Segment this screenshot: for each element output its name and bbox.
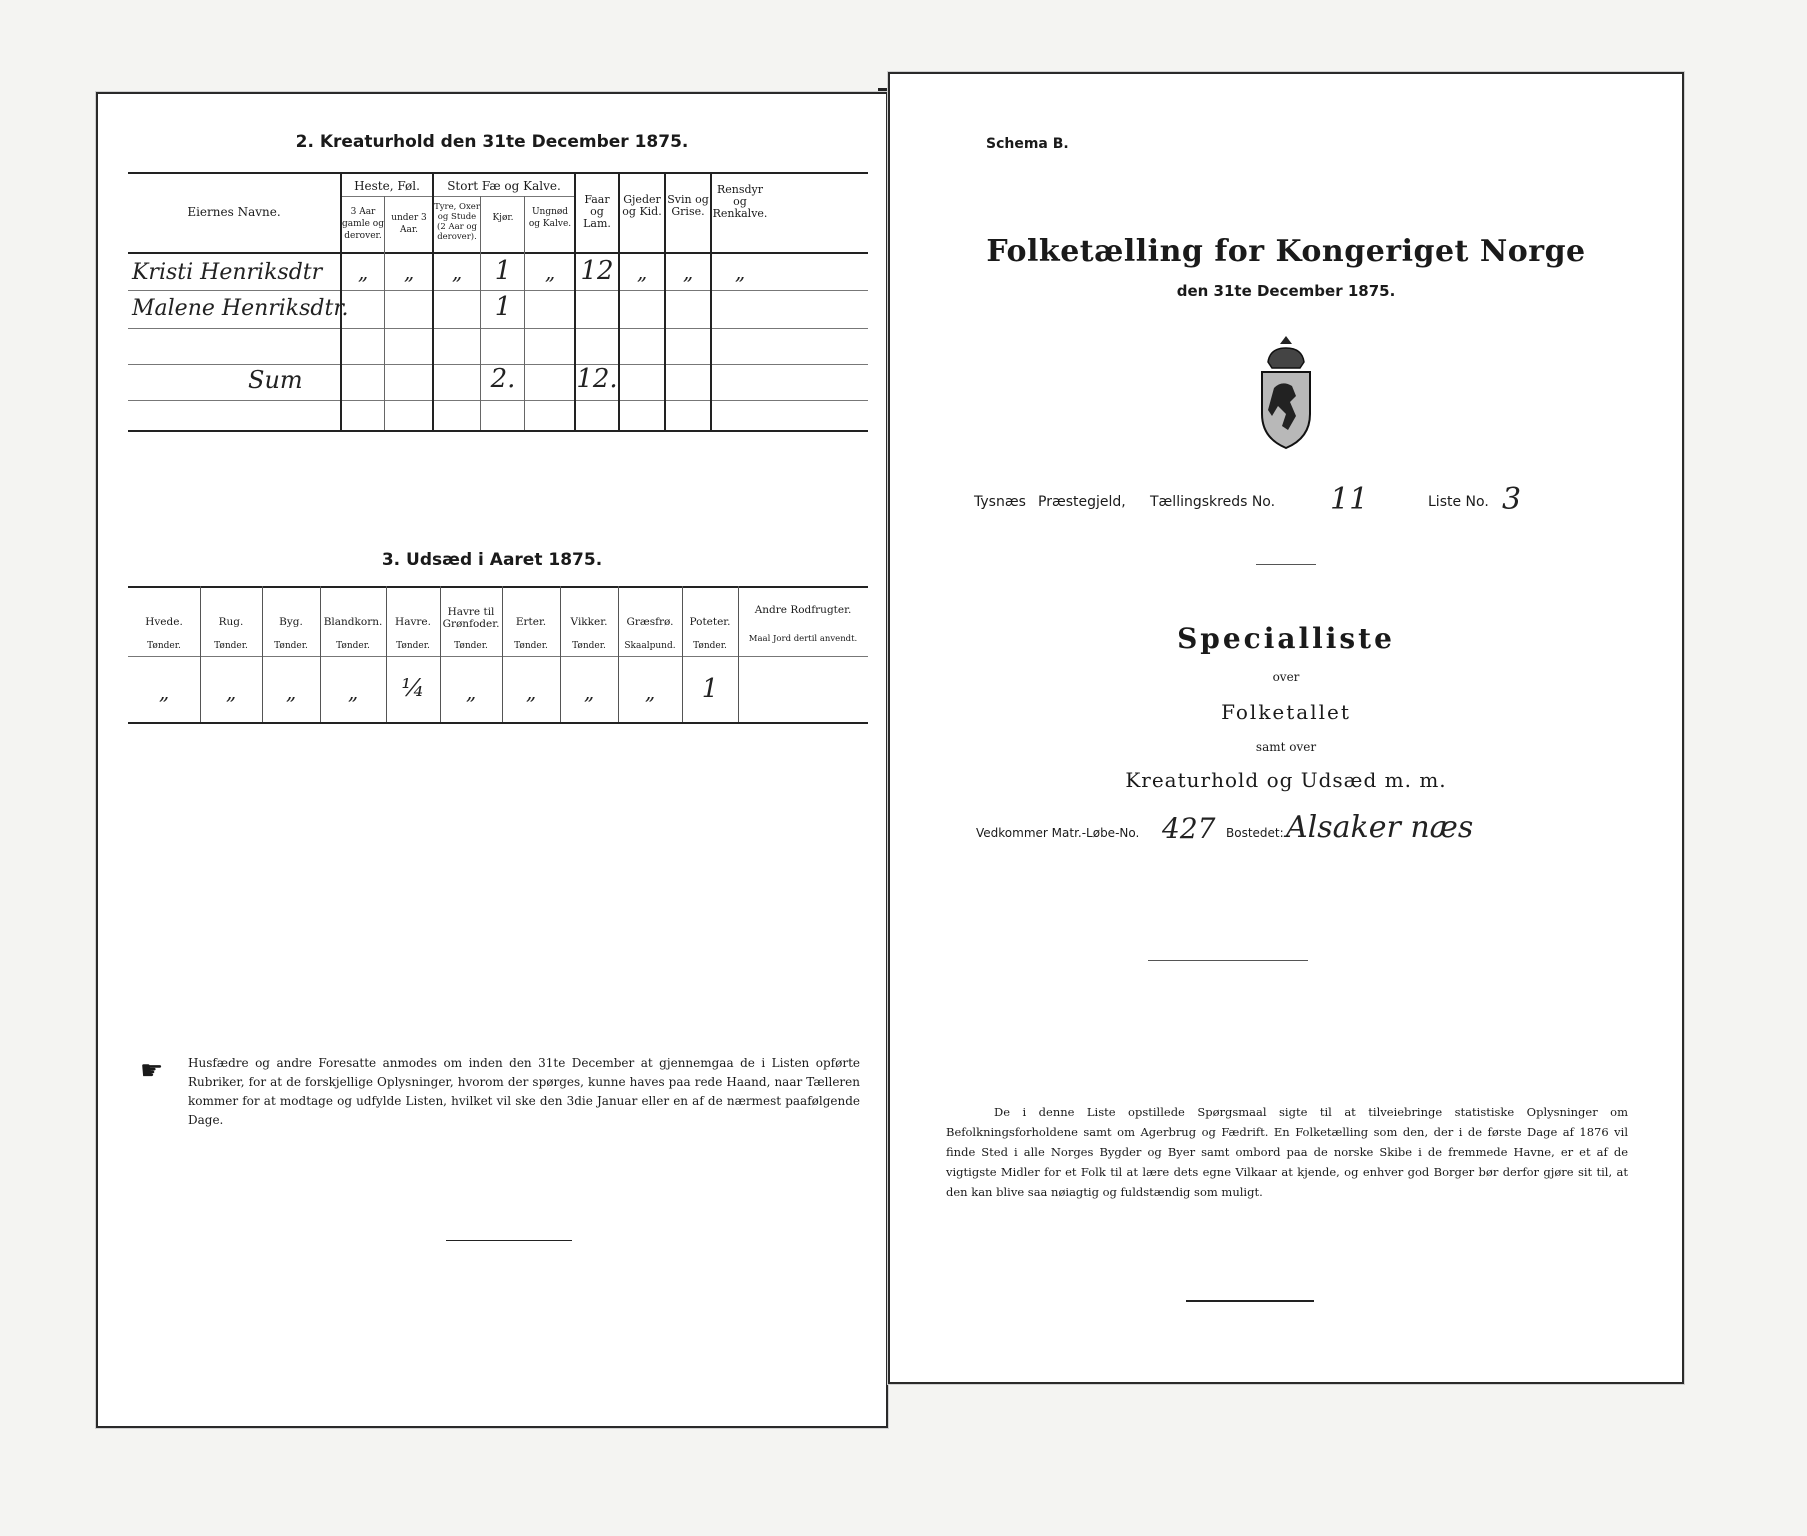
kreatur-text: Kreaturhold og Udsæd m. m. <box>1125 768 1447 792</box>
heste-header: Heste, Føl. <box>354 179 420 193</box>
main-title: Folketælling for Kongeriget Norge <box>986 234 1586 269</box>
seed-unit: Tønder. <box>514 641 548 651</box>
pointing-hand-icon: ☛ <box>140 1056 164 1086</box>
seed-unit: Tønder. <box>214 641 248 651</box>
seed-value: „ <box>158 680 170 704</box>
stortfae-header: Stort Fæ og Kalve. <box>447 179 561 193</box>
norway-coat-of-arms-icon <box>1246 334 1326 454</box>
heste-a-header: 3 Aar gamle og derover. <box>342 207 384 241</box>
seed-col-erter: Erter. <box>515 616 547 628</box>
seed-unit: Tønder. <box>693 641 727 651</box>
cell-rensdyr: „ <box>734 260 746 284</box>
seed-col-havre-gronfoder: Havre til Grønfoder. <box>442 606 500 630</box>
left-page <box>96 92 888 1428</box>
sum-label: Sum <box>248 366 303 394</box>
seed-value: „ <box>225 680 237 704</box>
right-page <box>888 72 1684 1384</box>
faar-header: Faar og Lam. <box>583 193 611 230</box>
bosted-label: Bostedet: <box>1226 826 1284 840</box>
seed-value: „ <box>465 680 477 704</box>
cell-kjor-sum: 2. <box>490 364 516 394</box>
owner-header: Eiernes Navne. <box>187 205 281 219</box>
notice-text: Husfædre og andre Foresatte anmodes om inden den 31te December at gjennemgaa de i Listen opførte Rubriker, for at de forskjellige Oplysninger, hvorom der spørges, kunne haves paa rede Haand, naar Tælleren kommer for at modtage og udfylde Listen, hvilket vil ske den 3die Januar eller en af de nærmest paafølgende Dage. <box>188 1056 860 1127</box>
seed-value: „ <box>583 680 595 704</box>
seed-value: 1 <box>701 674 719 704</box>
seed-value: „ <box>644 680 656 704</box>
kreds-label: Tællingskreds No. <box>1150 494 1276 510</box>
matr-label: Vedkommer Matr.-Løbe-No. <box>976 826 1140 840</box>
seed-col-poteter: Poteter. <box>689 616 731 628</box>
owner-name: Malene Henriksdtr. <box>132 296 349 321</box>
cell-heste-a: „ <box>357 260 369 284</box>
cell-faar: 12 <box>580 256 614 286</box>
seed-col-blandkorn: Blandkorn. <box>323 616 383 628</box>
cell-ungnod: „ <box>544 260 556 284</box>
seed-value: „ <box>525 680 537 704</box>
cell-kjor: 1 <box>494 256 512 286</box>
cell-kjor: 1 <box>494 292 512 322</box>
cell-svin: „ <box>682 260 694 284</box>
seed-value: „ <box>285 680 297 704</box>
stortfae-c-header: Ungnød og Kalve. <box>528 207 572 229</box>
seed-unit: Tønder. <box>454 641 488 651</box>
seed-value: „ <box>347 680 359 704</box>
seed-col-hvede: Hvede. <box>145 616 183 628</box>
prestegjeld-name: Tysnæs <box>974 494 1026 510</box>
seed-unit: Maal Jord dertil anvendt. <box>748 634 858 644</box>
section-2-title: 2. Kreaturhold den 31te December 1875. <box>295 132 689 152</box>
bosted-value: Alsaker næs <box>1286 810 1474 845</box>
seed-col-vikker: Vikker. <box>570 616 608 628</box>
seed-unit: Skaalpund. <box>624 641 676 651</box>
samt-over-text: samt over <box>1255 740 1317 754</box>
heste-b-header: under 3 Aar. <box>391 213 427 235</box>
matr-value: 427 <box>1162 812 1216 845</box>
folketallet-text: Folketallet <box>1221 700 1351 724</box>
stortfae-a-header: Tyre, Oxer og Stude (2 Aar og derover). <box>434 202 480 242</box>
seed-col-andre: Andre Rodfrugter. <box>754 604 852 616</box>
seed-unit: Tønder. <box>147 641 181 651</box>
seed-col-byg: Byg. <box>279 616 303 628</box>
cell-faar-sum: 12. <box>576 364 618 394</box>
owner-name: Kristi Henriksdtr <box>132 260 323 285</box>
footnote-text: De i denne Liste opstillede Spørgsmaal sigte til at tilveiebringe statistiske Oplysninger om Befolkningsforholdene samt om Agerbrug og Fædrift. En Folketælling som den, der i de første Dage af 1876 vil finde Sted i alle Norges Bygder og Byer samt ombord paa de norske Skibe i de fremmede Havne, er et af de vigtigste Midler for et Folk til at lære dets egne Vilkaar at kjende, og enhver god Borger bør derfor gjøre sit til, at den kan blive saa nøiagtig og fuldstændig som muligt. <box>946 1105 1628 1199</box>
seed-unit: Tønder. <box>572 641 606 651</box>
liste-value: 3 <box>1502 482 1522 517</box>
title-date: den 31te December 1875. <box>1176 282 1396 300</box>
liste-label: Liste No. <box>1428 494 1489 510</box>
seed-unit: Tønder. <box>336 641 370 651</box>
seed-unit: Tønder. <box>396 641 430 651</box>
rensdyr-header: Rensdyr og Renkalve. <box>712 183 768 220</box>
seed-col-rug: Rug. <box>218 616 244 628</box>
prestegjeld-label: Præstegjeld, <box>1038 494 1126 510</box>
cell-heste-b: „ <box>403 260 415 284</box>
gjeder-header: Gjeder og Kid. <box>622 193 662 218</box>
seed-col-graesfro: Græsfrø. <box>626 616 674 628</box>
svin-header: Svin og Grise. <box>667 193 709 218</box>
seed-col-havre: Havre. <box>395 616 431 628</box>
specialliste-heading: Specialliste <box>1177 622 1395 655</box>
cell-tyre: „ <box>451 260 463 284</box>
kreds-value: 11 <box>1330 482 1369 517</box>
cell-gjeder: „ <box>636 260 648 284</box>
over-text: over <box>1272 670 1300 684</box>
section-3-title: 3. Udsæd i Aaret 1875. <box>381 550 603 570</box>
seed-value: ¼ <box>401 674 425 702</box>
stortfae-b-header: Kjør. <box>492 213 514 223</box>
seed-unit: Tønder. <box>274 641 308 651</box>
schema-label: Schema B. <box>986 136 1069 152</box>
